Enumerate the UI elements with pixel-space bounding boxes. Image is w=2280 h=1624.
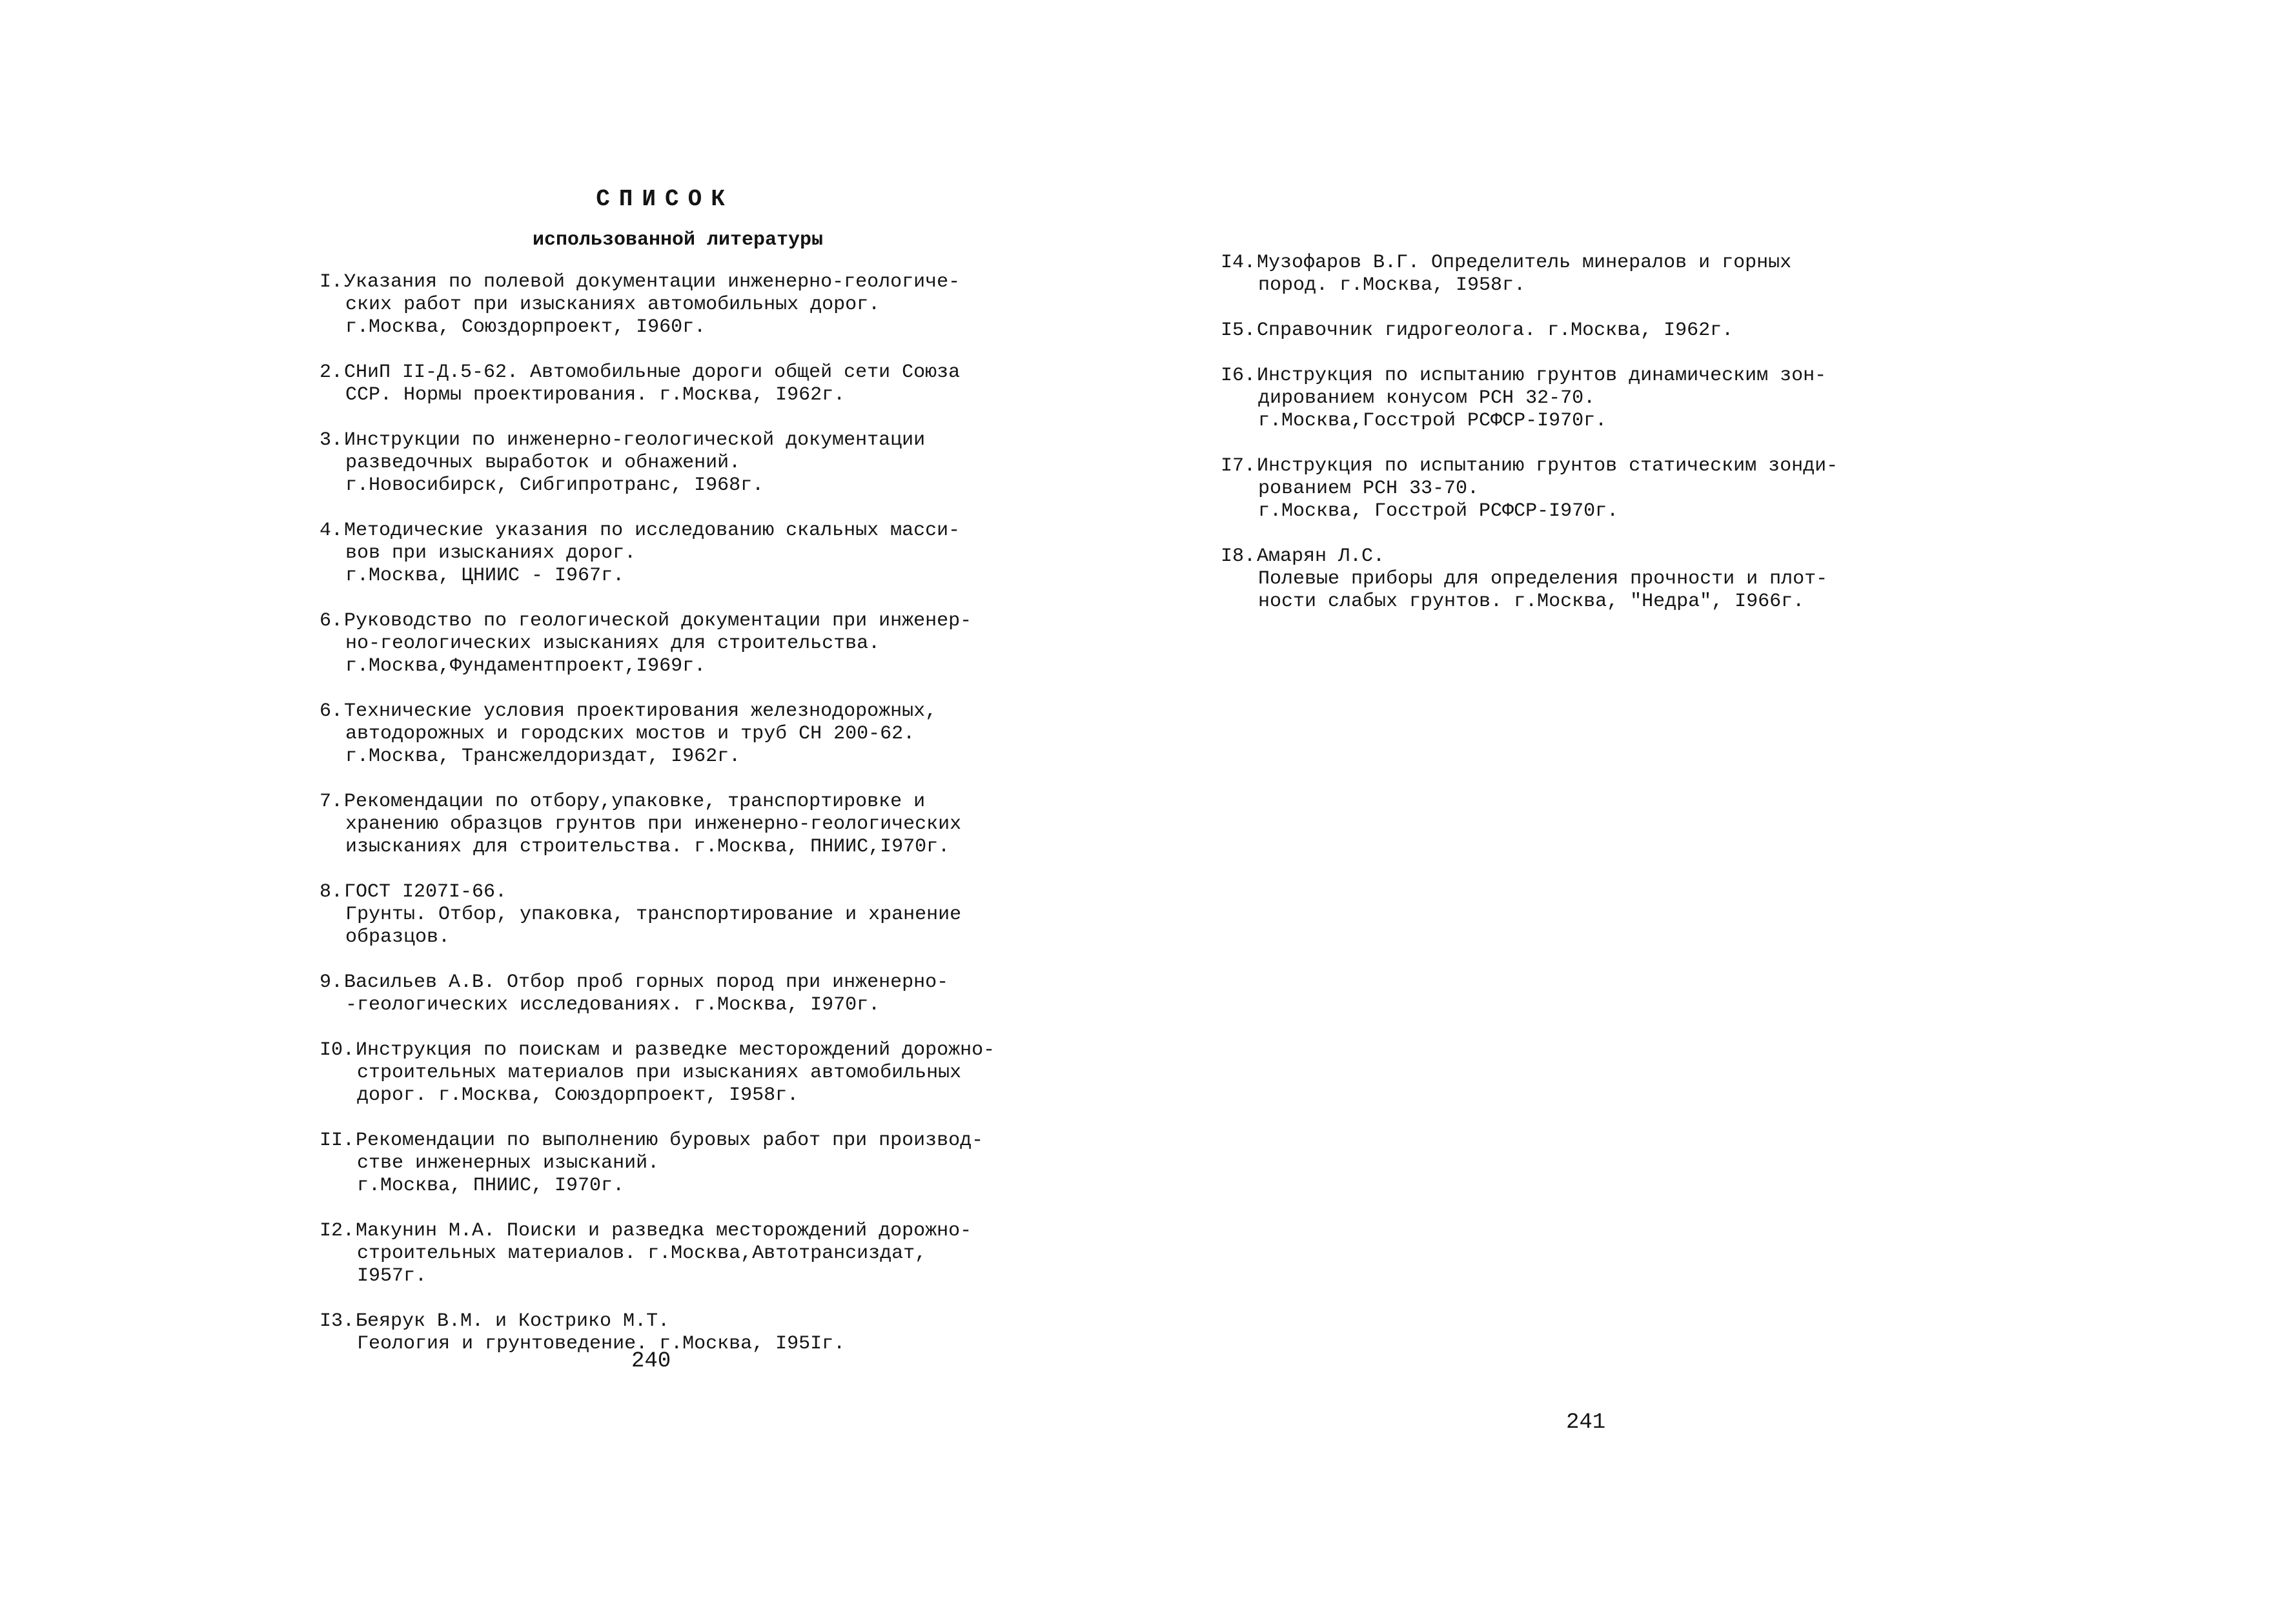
reference-number-dot: . bbox=[331, 700, 343, 722]
reference-line: стве инженерных изысканий. bbox=[357, 1152, 660, 1174]
reference-line: вов при изысканиях дорог. bbox=[345, 542, 636, 564]
reference-line: дированием конусом РСН 32-70. bbox=[1258, 387, 1596, 409]
reference-line: ности слабых грунтов. г.Москва, "Недра", I966г. bbox=[1258, 591, 1805, 613]
reference-line: но-геологических изысканиях для строительства. bbox=[345, 633, 880, 655]
reference-item bbox=[320, 1039, 1126, 1107]
reference-item bbox=[1221, 455, 2060, 523]
reference-number: 6 bbox=[320, 700, 332, 722]
reference-line: I957г. bbox=[357, 1265, 427, 1287]
reference-item bbox=[1221, 320, 2060, 342]
reference-line: г.Новосибирск, Сибгипротранс, I968г. bbox=[345, 474, 764, 496]
reference-item bbox=[320, 1130, 1126, 1197]
reference-item bbox=[320, 971, 1126, 1017]
page-subtitle: использованной литературы bbox=[532, 229, 824, 251]
reference-number: 9 bbox=[320, 971, 332, 993]
reference-number-dot: . bbox=[331, 971, 343, 993]
reference-item bbox=[320, 881, 1126, 949]
page-number-left: 240 bbox=[631, 1349, 671, 1374]
reference-line: автодорожных и городских мостов и труб СН 200-62. bbox=[345, 723, 915, 745]
right-page bbox=[1140, 0, 2280, 1624]
reference-number-dot: . bbox=[1244, 252, 1256, 274]
reference-number: 4 bbox=[320, 520, 332, 542]
reference-line: г.Москва, Союздорпроект, I960г. bbox=[345, 316, 706, 338]
reference-line: Беярук В.М. и Кострико М.Т. bbox=[356, 1310, 670, 1332]
reference-line: Инструкция по испытанию грунтов статическим зонди- bbox=[1257, 455, 1838, 477]
reference-number: I0 bbox=[320, 1039, 343, 1061]
reference-line: ских работ при изысканиях автомобильных дорог. bbox=[345, 294, 880, 316]
page-title: СПИСОК bbox=[596, 186, 734, 212]
reference-line: изысканиях для строительства. г.Москва, ПНИИС,I970г. bbox=[345, 836, 950, 858]
reference-line: Музофаров В.Г. Определитель минералов и горных bbox=[1257, 252, 1792, 274]
reference-line: г.Москва,Фундаментпроект,I969г. bbox=[345, 655, 706, 677]
reference-line: г.Москва, Трансжелдориздат, I962г. bbox=[345, 746, 741, 767]
reference-item bbox=[1221, 545, 2060, 613]
reference-item bbox=[320, 700, 1126, 768]
reference-line: дорог. г.Москва, Союздорпроект, I958г. bbox=[357, 1084, 799, 1106]
reference-item bbox=[320, 1310, 1126, 1355]
reference-line: г.Москва, ЦНИИС - I967г. bbox=[345, 565, 625, 587]
reference-line: г.Москва,Госстрой РСФСР-I970г. bbox=[1258, 410, 1607, 432]
reference-line: хранению образцов грунтов при инженерно-геологических bbox=[345, 813, 962, 835]
reference-line: разведочных выработок и обнажений. bbox=[345, 452, 741, 474]
reference-item bbox=[320, 791, 1126, 858]
reference-line: Руководство по геологической документации при инженер- bbox=[344, 610, 972, 632]
reference-line: Указания по полевой документации инженерно-геологиче- bbox=[344, 271, 961, 293]
reference-list-right bbox=[1221, 252, 2060, 636]
reference-line: Амарян Л.С. bbox=[1257, 545, 1385, 567]
reference-number-dot: . bbox=[331, 791, 343, 813]
reference-line: Полевые приборы для определения прочности и плот- bbox=[1258, 568, 1828, 590]
reference-number-dot: . bbox=[331, 429, 343, 451]
reference-number: I bbox=[320, 271, 332, 293]
reference-number-dot: . bbox=[331, 271, 343, 293]
reference-line: строительных материалов. г.Москва,Автотрансиздат, bbox=[357, 1243, 927, 1264]
reference-line: Технические условия проектирования железнодорожных, bbox=[344, 700, 937, 722]
reference-number-dot: . bbox=[1244, 320, 1256, 341]
reference-line: СНиП II-Д.5-62. Автомобильные дороги общей сети Союза bbox=[344, 361, 961, 383]
reference-line: Грунты. Отбор, упаковка, транспортирование и хранение bbox=[345, 904, 962, 926]
reference-number-dot: . bbox=[343, 1310, 355, 1332]
reference-number: 7 bbox=[320, 791, 332, 813]
reference-item bbox=[1221, 252, 2060, 297]
reference-number-dot: . bbox=[343, 1039, 355, 1061]
page-number-right: 241 bbox=[1566, 1410, 1606, 1435]
reference-line: ССР. Нормы проектирования. г.Москва, I962г. bbox=[345, 384, 846, 406]
reference-line: -геологических исследованиях. г.Москва, I970г. bbox=[345, 994, 880, 1016]
reference-number-dot: . bbox=[343, 1130, 355, 1152]
reference-line: Геология и грунтоведение. г.Москва, I95Iг. bbox=[357, 1333, 846, 1355]
reference-item bbox=[320, 361, 1126, 407]
reference-line: Справочник гидрогеолога. г.Москва, I962г. bbox=[1257, 320, 1734, 341]
reference-item bbox=[320, 610, 1126, 678]
reference-item bbox=[320, 429, 1126, 497]
reference-line: Рекомендации по выполнению буровых работ при производ- bbox=[356, 1130, 984, 1152]
reference-item bbox=[320, 1220, 1126, 1288]
reference-line: рованием РСН 33-70. bbox=[1258, 478, 1480, 500]
reference-number: 8 bbox=[320, 881, 332, 903]
reference-line: г.Москва, Госстрой РСФСР-I970г. bbox=[1258, 500, 1619, 522]
reference-number: II bbox=[320, 1130, 343, 1152]
reference-number-dot: . bbox=[1244, 455, 1256, 477]
reference-number: 2 bbox=[320, 361, 332, 383]
reference-number-dot: . bbox=[1244, 545, 1256, 567]
reference-number-dot: . bbox=[331, 361, 343, 383]
reference-number: I5 bbox=[1221, 320, 1245, 341]
reference-line: Васильев А.В. Отбор проб горных пород при инженерно- bbox=[344, 971, 949, 993]
reference-line: Инструкция по испытанию грунтов динамическим зон- bbox=[1257, 365, 1827, 387]
reference-number: I3 bbox=[320, 1310, 343, 1332]
reference-number-dot: . bbox=[343, 1220, 355, 1242]
reference-number-dot: . bbox=[1244, 365, 1256, 387]
reference-line: Инструкции по инженерно-геологической документации bbox=[344, 429, 926, 451]
reference-number: 6 bbox=[320, 610, 332, 632]
reference-line: Методические указания по исследованию скальных масси- bbox=[344, 520, 961, 542]
reference-number: I4 bbox=[1221, 252, 1245, 274]
reference-number: I2 bbox=[320, 1220, 343, 1242]
reference-number: I6 bbox=[1221, 365, 1245, 387]
reference-line: ГОСТ I207I-66. bbox=[344, 881, 507, 903]
reference-line: образцов. bbox=[345, 926, 451, 948]
reference-line: Рекомендации по отбору,упаковке, транспортировке и bbox=[344, 791, 926, 813]
reference-number-dot: . bbox=[331, 520, 343, 542]
reference-line: строительных материалов при изысканиях автомобильных bbox=[357, 1062, 962, 1084]
reference-line: Макунин М.А. Поиски и разведка месторождений дорожно- bbox=[356, 1220, 972, 1242]
reference-number: I7 bbox=[1221, 455, 1245, 477]
reference-item bbox=[1221, 365, 2060, 432]
reference-number: I8 bbox=[1221, 545, 1245, 567]
reference-line: г.Москва, ПНИИС, I970г. bbox=[357, 1175, 625, 1197]
reference-line: пород. г.Москва, I958г. bbox=[1258, 274, 1526, 296]
reference-number-dot: . bbox=[331, 881, 343, 903]
reference-item bbox=[320, 271, 1126, 339]
reference-item bbox=[320, 520, 1126, 587]
reference-number-dot: . bbox=[331, 610, 343, 632]
reference-number: 3 bbox=[320, 429, 332, 451]
reference-line: Инструкция по поискам и разведке месторождений дорожно- bbox=[356, 1039, 995, 1061]
reference-list-left bbox=[320, 271, 1126, 1378]
